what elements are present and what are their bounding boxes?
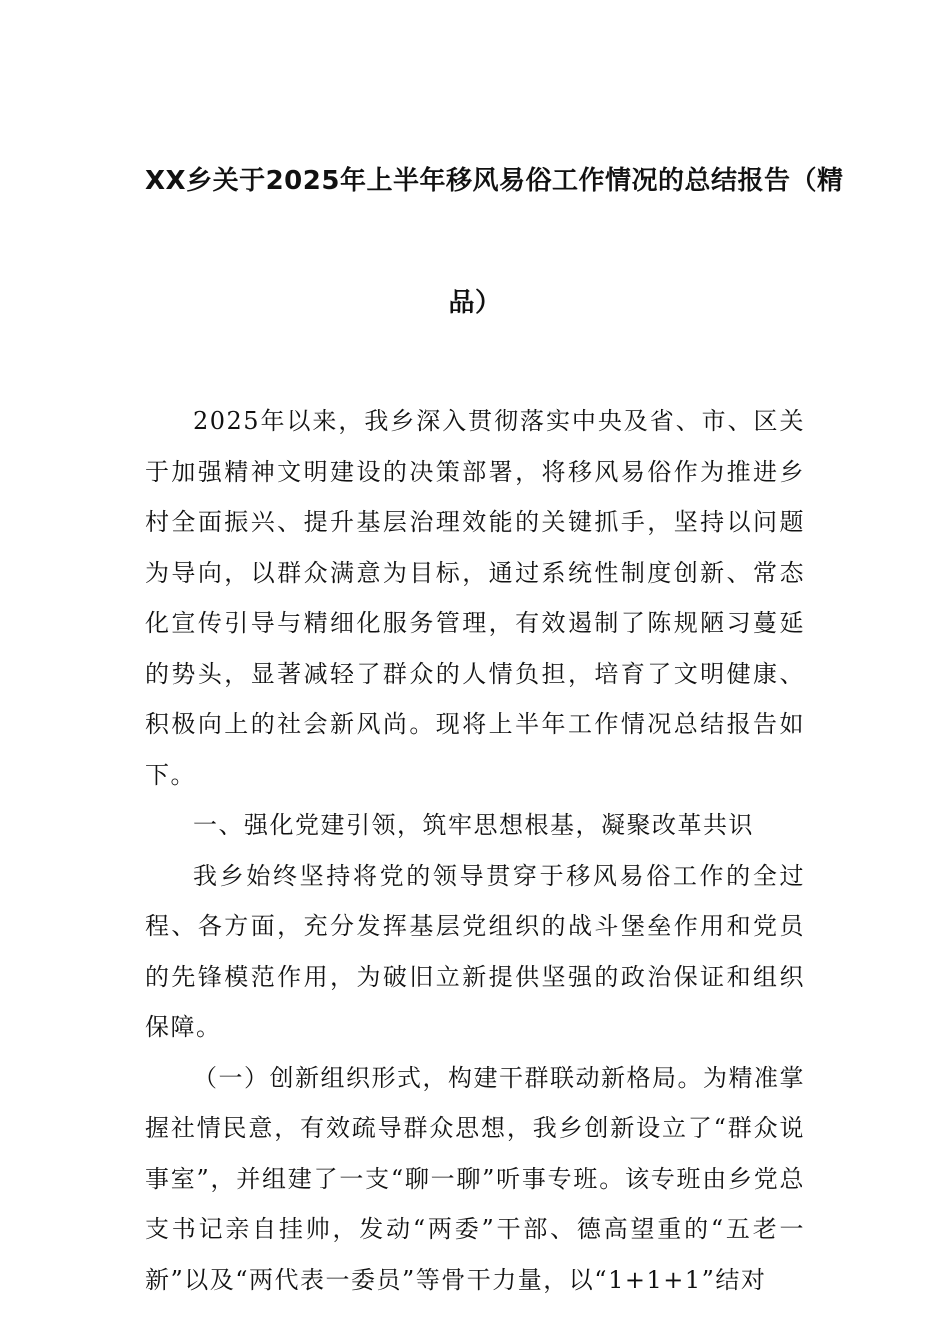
- section-1-paragraph: 我乡始终坚持将党的领导贯穿于移风易俗工作的全过程、各方面，充分发挥基层党组织的战斗堡垒作用和党员的先锋模范作用，为破旧立新提供坚强的政治保证和组织保障。: [145, 861, 805, 1041]
- document-title-line-1: XX乡关于2025年上半年移风易俗工作情况的总结报告（精: [145, 166, 844, 196]
- subsection-1-paragraph: （一）创新组织形式，构建干群联动新格局。为精准掌握社情民意，有效疏导群众思想，我乡创新设立了“群众说事室”，并组建了一支“聊一聊”听事专班。该专班由乡党总支书记亲自挂帅，发动“两委”干部、德高望重的“五老一新”以及“两代表一委员”等骨干力量，以“1+1+1”结对: [145, 1063, 805, 1294]
- intro-paragraph: 2025年以来，我乡深入贯彻落实中央及省、市、区关于加强精神文明建设的决策部署，将移风易俗作为推进乡村全面振兴、提升基层治理效能的关键抓手，坚持以问题为导向，以群众满意为目标，通过系统性制度创新、常态化宣传引导与精细化服务管理，有效遏制了陈规陋习蔓延的势头，显著减轻了群众的人情负担，培育了文明健康、积极向上的社会新风尚。现将上半年工作情况总结报告如下。: [145, 407, 805, 789]
- section-heading-1: 一、强化党建引领，筑牢思想根基，凝聚改革共识: [193, 811, 754, 839]
- document-body: [145, 396, 805, 1305]
- document-title-line-2: 品）: [448, 288, 502, 318]
